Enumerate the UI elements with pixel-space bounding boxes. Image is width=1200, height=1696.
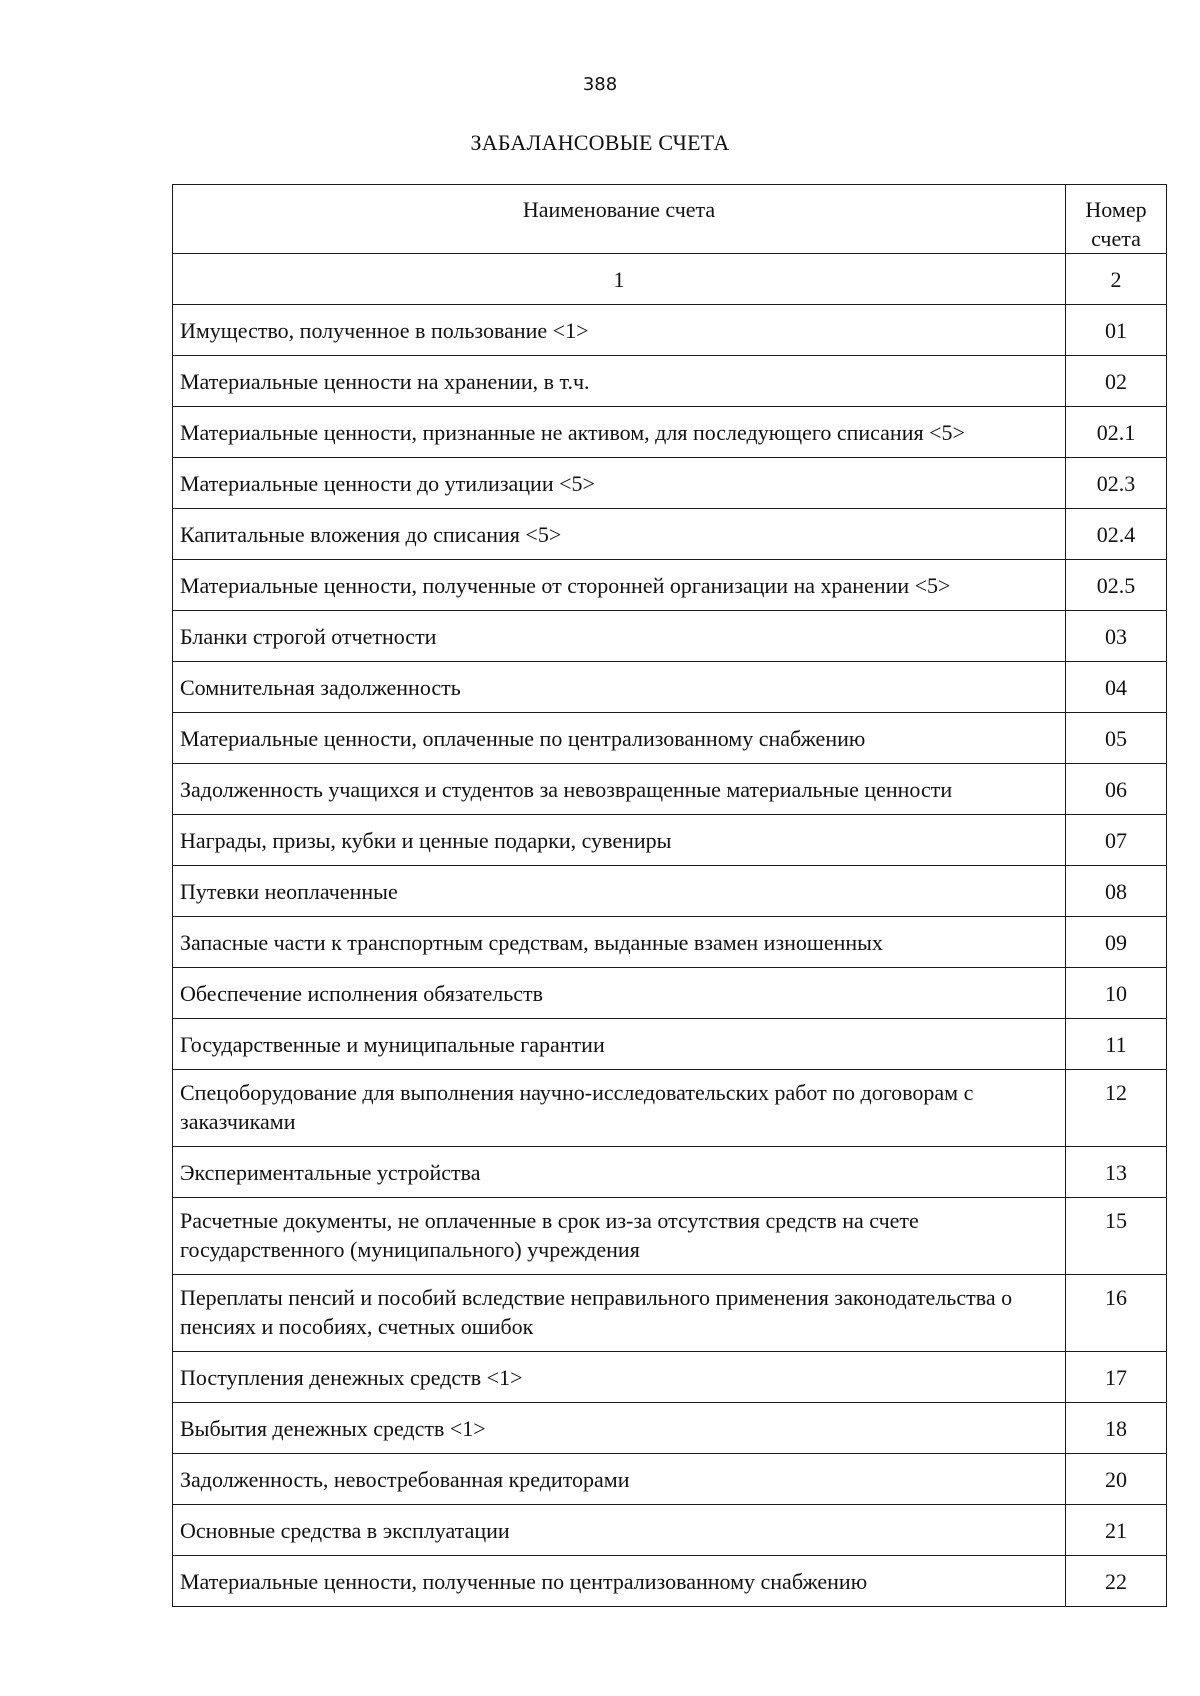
account-name: Задолженность учащихся и студентов за невозвращенные материальные ценности bbox=[173, 764, 1066, 815]
account-number: 03 bbox=[1066, 611, 1167, 662]
account-name: Материальные ценности на хранении, в т.ч. bbox=[173, 356, 1066, 407]
account-name: Материальные ценности, оплаченные по централизованному снабжению bbox=[173, 713, 1066, 764]
account-name: Награды, призы, кубки и ценные подарки, сувениры bbox=[173, 815, 1066, 866]
account-number: 21 bbox=[1066, 1505, 1167, 1556]
table-row bbox=[173, 560, 1167, 611]
account-number: 13 bbox=[1066, 1147, 1167, 1198]
header-account-number: Номер счета bbox=[1066, 185, 1167, 254]
accounts-table bbox=[172, 184, 1167, 1607]
account-name: Переплаты пенсий и пособий вследствие неправильного применения законодательства о пенсиях и пособиях, счетных ошибок bbox=[173, 1275, 1066, 1352]
account-number: 09 bbox=[1066, 917, 1167, 968]
account-number: 11 bbox=[1066, 1019, 1167, 1070]
table-row bbox=[173, 611, 1167, 662]
account-number: 12 bbox=[1066, 1070, 1167, 1147]
table-header-row bbox=[173, 185, 1167, 254]
account-number: 22 bbox=[1066, 1556, 1167, 1607]
account-number: 02 bbox=[1066, 356, 1167, 407]
account-name: Бланки строгой отчетности bbox=[173, 611, 1066, 662]
account-name: Задолженность, невостребованная кредиторами bbox=[173, 1454, 1066, 1505]
table-row bbox=[173, 1352, 1167, 1403]
table-row bbox=[173, 458, 1167, 509]
account-name: Материальные ценности, полученные по централизованному снабжению bbox=[173, 1556, 1066, 1607]
table-row bbox=[173, 1275, 1167, 1352]
account-number: 18 bbox=[1066, 1403, 1167, 1454]
account-number: 06 bbox=[1066, 764, 1167, 815]
account-name: Материальные ценности до утилизации <5> bbox=[173, 458, 1066, 509]
account-number: 07 bbox=[1066, 815, 1167, 866]
account-name: Имущество, полученное в пользование <1> bbox=[173, 305, 1066, 356]
account-number: 08 bbox=[1066, 866, 1167, 917]
table-row bbox=[173, 1403, 1167, 1454]
table-row bbox=[173, 815, 1167, 866]
table-row bbox=[173, 509, 1167, 560]
account-number: 15 bbox=[1066, 1198, 1167, 1275]
header-account-name: Наименование счета bbox=[173, 185, 1066, 254]
account-number: 02.1 bbox=[1066, 407, 1167, 458]
column-number-2: 2 bbox=[1066, 254, 1167, 305]
account-name: Путевки неоплаченные bbox=[173, 866, 1066, 917]
table-row bbox=[173, 1070, 1167, 1147]
account-number: 10 bbox=[1066, 968, 1167, 1019]
account-name: Запасные части к транспортным средствам, выданные взамен изношенных bbox=[173, 917, 1066, 968]
account-number: 05 bbox=[1066, 713, 1167, 764]
account-number: 04 bbox=[1066, 662, 1167, 713]
table-row bbox=[173, 764, 1167, 815]
table-row bbox=[173, 407, 1167, 458]
account-name: Экспериментальные устройства bbox=[173, 1147, 1066, 1198]
table-row bbox=[173, 1505, 1167, 1556]
table-row bbox=[173, 1019, 1167, 1070]
column-number-1: 1 bbox=[173, 254, 1066, 305]
table-row bbox=[173, 1454, 1167, 1505]
account-name: Расчетные документы, не оплаченные в срок из-за отсутствия средств на счете государственного (муниципального) учреждения bbox=[173, 1198, 1066, 1275]
table-row bbox=[173, 1556, 1167, 1607]
table-row bbox=[173, 968, 1167, 1019]
account-number: 17 bbox=[1066, 1352, 1167, 1403]
account-name: Государственные и муниципальные гарантии bbox=[173, 1019, 1066, 1070]
account-number: 02.5 bbox=[1066, 560, 1167, 611]
table-row bbox=[173, 917, 1167, 968]
account-name: Спецоборудование для выполнения научно-исследовательских работ по договорам с заказчиками bbox=[173, 1070, 1066, 1147]
account-number: 02.4 bbox=[1066, 509, 1167, 560]
account-name: Обеспечение исполнения обязательств bbox=[173, 968, 1066, 1019]
account-number: 01 bbox=[1066, 305, 1167, 356]
account-name: Капитальные вложения до списания <5> bbox=[173, 509, 1066, 560]
account-name: Материальные ценности, признанные не активом, для последующего списания <5> bbox=[173, 407, 1066, 458]
account-number: 16 bbox=[1066, 1275, 1167, 1352]
table-row bbox=[173, 713, 1167, 764]
table-row bbox=[173, 305, 1167, 356]
account-name: Выбытия денежных средств <1> bbox=[173, 1403, 1066, 1454]
account-name: Материальные ценности, полученные от сторонней организации на хранении <5> bbox=[173, 560, 1066, 611]
table-row bbox=[173, 1198, 1167, 1275]
table-row bbox=[173, 1147, 1167, 1198]
table-row bbox=[173, 356, 1167, 407]
account-name: Сомнительная задолженность bbox=[173, 662, 1066, 713]
account-number: 02.3 bbox=[1066, 458, 1167, 509]
page-title: ЗАБАЛАНСОВЫЕ СЧЕТА bbox=[470, 130, 730, 155]
table-row bbox=[173, 866, 1167, 917]
column-number-row bbox=[173, 254, 1167, 305]
account-name: Основные средства в эксплуатации bbox=[173, 1505, 1066, 1556]
page-number: 388 bbox=[582, 74, 618, 95]
account-number: 20 bbox=[1066, 1454, 1167, 1505]
table-row bbox=[173, 662, 1167, 713]
account-name: Поступления денежных средств <1> bbox=[173, 1352, 1066, 1403]
